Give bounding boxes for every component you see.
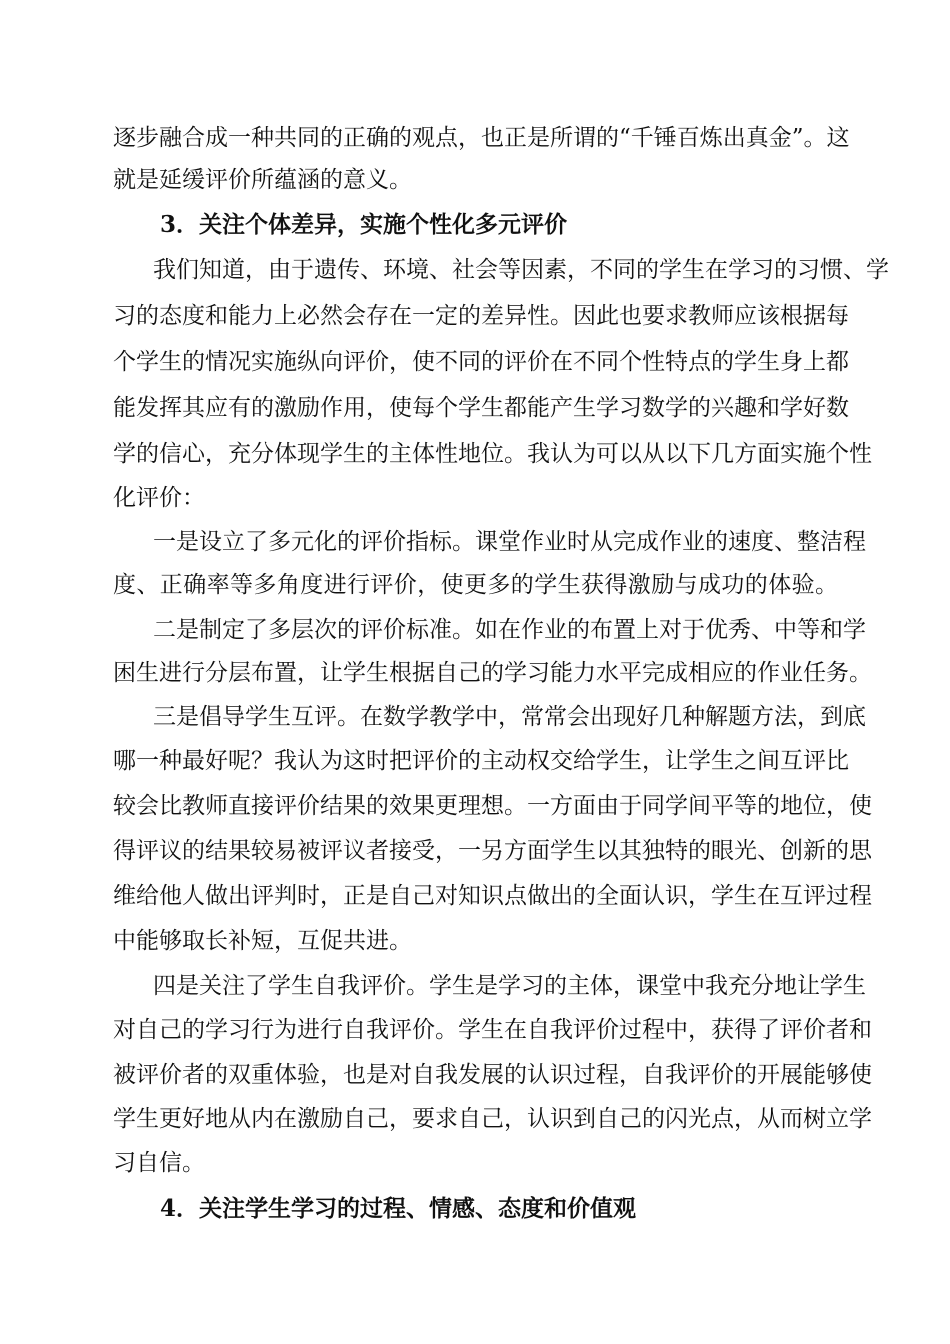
text-line: 个学生的情况实施纵向评价，使不同的评价在不同个性特点的学生身上都 xyxy=(113,349,849,375)
text-line: 习自信。 xyxy=(113,1150,205,1176)
text-line: 困生进行分层布置，让学生根据自己的学习能力水平完成相应的作业任务。 xyxy=(113,660,872,686)
text-line: 二是制定了多层次的评价标准。如在作业的布置上对于优秀、中等和学 xyxy=(153,617,866,643)
text-line: 维给他人做出评判时，正是自己对知识点做出的全面认识，学生在互评过程 xyxy=(113,883,872,909)
text-line: 学生更好地从内在激励自己，要求自己，认识到自己的闪光点，从而树立学 xyxy=(113,1106,872,1132)
text-line: 得评议的结果较易被评议者接受，一另方面学生以其独特的眼光、创新的思 xyxy=(113,838,872,864)
text-line: 四是关注了学生自我评价。学生是学习的主体，课堂中我充分地让学生 xyxy=(153,973,866,999)
text-line: 我们知道，由于遗传、环境、社会等因素，不同的学生在学习的习惯、学 xyxy=(153,257,889,283)
text-line: 三是倡导学生互评。在数学教学中，常常会出现好几种解题方法，到底 xyxy=(153,704,866,730)
text-line: 度、正确率等多角度进行评价，使更多的学生获得激励与成功的体验。 xyxy=(113,572,838,598)
text-line: 哪一种最好呢？我认为这时把评价的主动权交给学生，让学生之间互评比 xyxy=(113,748,849,774)
text-line: 学的信心，充分体现学生的主体性地位。我认为可以从以下几方面实施个性 xyxy=(113,441,872,467)
text-line: 中能够取长补短，互促共进。 xyxy=(113,928,412,954)
text-line: 能发挥其应有的激励作用，使每个学生都能产生学习数学的兴趣和学好数 xyxy=(113,395,849,421)
text-line: 化评价： xyxy=(113,485,205,511)
text-line: 对自己的学习行为进行自我评价。学生在自我评价过程中，获得了评价者和 xyxy=(113,1017,872,1043)
text-line: 一是设立了多元化的评价指标。课堂作业时从完成作业的速度、整洁程 xyxy=(153,529,866,555)
section-heading: 4．关注学生学习的过程、情感、态度和价值观 xyxy=(160,1195,637,1222)
text-line: 较会比教师直接评价结果的效果更理想。一方面由于同学间平等的地位，使 xyxy=(113,793,872,819)
text-line: 被评价者的双重体验，也是对自我发展的认识过程，自我评价的开展能够使 xyxy=(113,1062,872,1088)
text-line: 就是延缓评价所蕴涵的意义。 xyxy=(113,167,412,193)
text-line: 习的态度和能力上必然会存在一定的差异性。因此也要求教师应该根据每 xyxy=(113,303,849,329)
section-heading: 3．关注个体差异，实施个性化多元评价 xyxy=(160,211,568,238)
text-line: 逐步融合成一种共同的正确的观点，也正是所谓的“千锤百炼出真金”。这 xyxy=(113,125,850,151)
